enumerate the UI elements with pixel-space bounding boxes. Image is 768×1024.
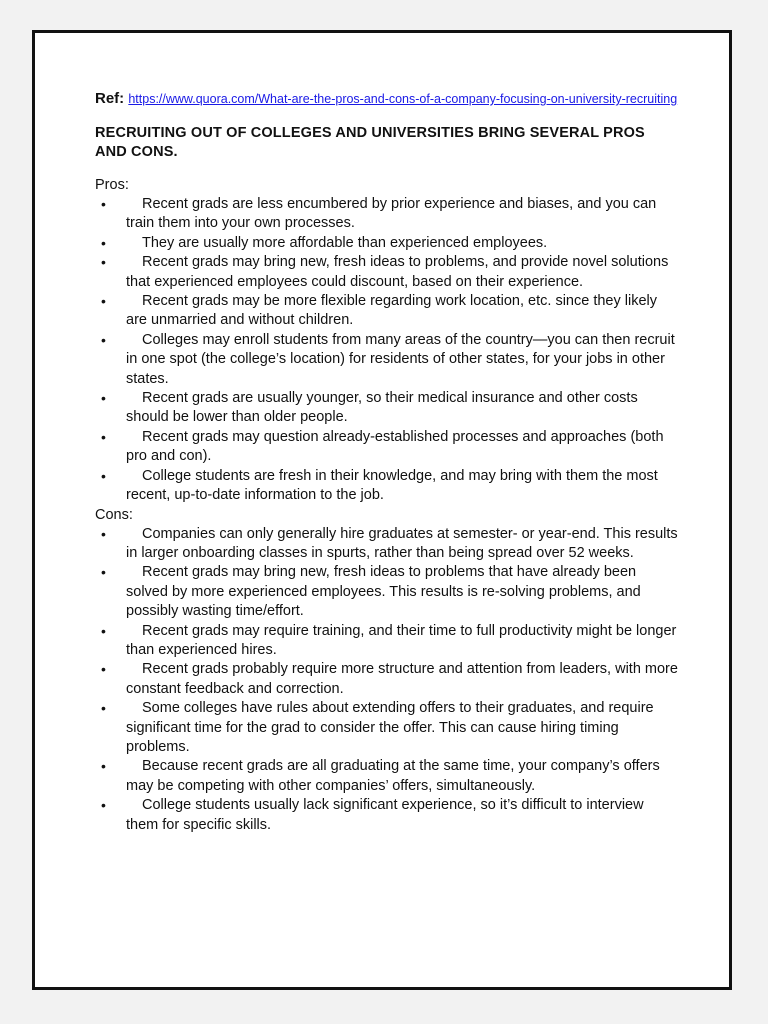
pros-list-item [95, 389, 679, 428]
pros-list-item [95, 292, 679, 331]
bullet-icon: • [101, 700, 106, 717]
document-content [95, 89, 679, 835]
cons-list-item [95, 796, 679, 835]
bullet-icon: • [101, 293, 106, 310]
bullet-icon: • [101, 254, 106, 271]
cons-item-text: College students usually lack significant experience, so it’s difficult to interview them for specific skills. [126, 797, 644, 833]
bullet-icon: • [101, 758, 106, 775]
cons-label: Cons: [95, 506, 133, 523]
pros-item-text: Recent grads may bring new, fresh ideas to problems, and provide novel solutions that experienced employees could discount, based on their experience. [126, 254, 669, 290]
pros-list-item [95, 428, 679, 467]
cons-item-text: Because recent grads are all graduating at the same time, your company’s offers may be competing with other companies’ offers, simultaneously. [126, 758, 660, 794]
bullet-icon: • [101, 564, 106, 581]
document-heading: RECRUITING OUT OF COLLEGES AND UNIVERSITIES BRING SEVERAL PROS AND CONS. [95, 125, 645, 160]
pros-item-text: Colleges may enroll students from many areas of the country—you can then recruit in one spot (the college’s location) for residents of other states, for your jobs in other states. [126, 331, 675, 387]
bullet-icon: • [101, 196, 106, 212]
cons-list [95, 525, 679, 836]
reference-label: Ref: [95, 90, 125, 107]
bullet-icon: • [101, 428, 106, 445]
cons-list-item [95, 563, 679, 621]
cons-item-text: Recent grads may require training, and their time to full productivity might be longer than experienced hires. [126, 622, 677, 658]
reference-line [95, 89, 679, 109]
cons-item-text: Some colleges have rules about extending offers to their graduates, and require significant time for the grad to consider the offer. This can cause hiring timing problems. [126, 700, 654, 755]
cons-item-text: Companies can only generally hire graduates at semester- or year-end. This results in larger onboarding classes in spurts, rather than being spread over 52 weeks. [126, 525, 678, 561]
pros-list-item [95, 234, 679, 253]
cons-item-text: Recent grads probably require more structure and attention from leaders, with more constant feedback and correction. [126, 661, 678, 697]
bullet-icon: • [101, 467, 106, 484]
bullet-icon: • [101, 661, 106, 678]
pros-item-text: Recent grads may question already-established processes and approaches (both pro and con). [126, 428, 664, 465]
cons-list-item [95, 699, 679, 757]
pros-item-text: Recent grads may be more flexible regarding work location, etc. since they likely are unmarried and without children. [126, 293, 657, 329]
bullet-icon: • [101, 390, 106, 407]
document-page [32, 30, 732, 990]
reference-link[interactable]: https://www.quora.com/What-are-the-pros-and-cons-of-a-company-focusing-on-university-recruiting [128, 92, 678, 106]
pros-list-item [95, 253, 679, 292]
bullet-icon: • [101, 234, 106, 251]
pros-item-text: Recent grads are less encumbered by prior experience and biases, and you can train them into your own processes. [126, 196, 657, 232]
bullet-icon: • [101, 797, 106, 814]
cons-list-item [95, 660, 679, 699]
pros-item-text: They are usually more affordable than experienced employees. [142, 234, 548, 251]
cons-list-item [95, 622, 679, 661]
bullet-icon: • [101, 622, 106, 639]
cons-list-item [95, 525, 679, 564]
pros-list [95, 195, 679, 506]
cons-item-text: Recent grads may bring new, fresh ideas to problems that have already been solved by more experienced employees. This results is re-solving problems, and possibly wasting time/effort. [126, 564, 641, 620]
pros-list-item [95, 195, 679, 234]
pros-item-text: Recent grads are usually younger, so their medical insurance and other costs should be lower than older people. [126, 390, 638, 426]
cons-list-item [95, 757, 679, 796]
pros-item-text: College students are fresh in their knowledge, and may bring with them the most recent, up-to-date information to the job. [126, 467, 658, 504]
bullet-icon: • [101, 331, 106, 348]
bullet-icon: • [101, 525, 106, 542]
pros-label: Pros: [95, 177, 129, 193]
pros-list-item [95, 467, 679, 506]
pros-list-item [95, 331, 679, 389]
